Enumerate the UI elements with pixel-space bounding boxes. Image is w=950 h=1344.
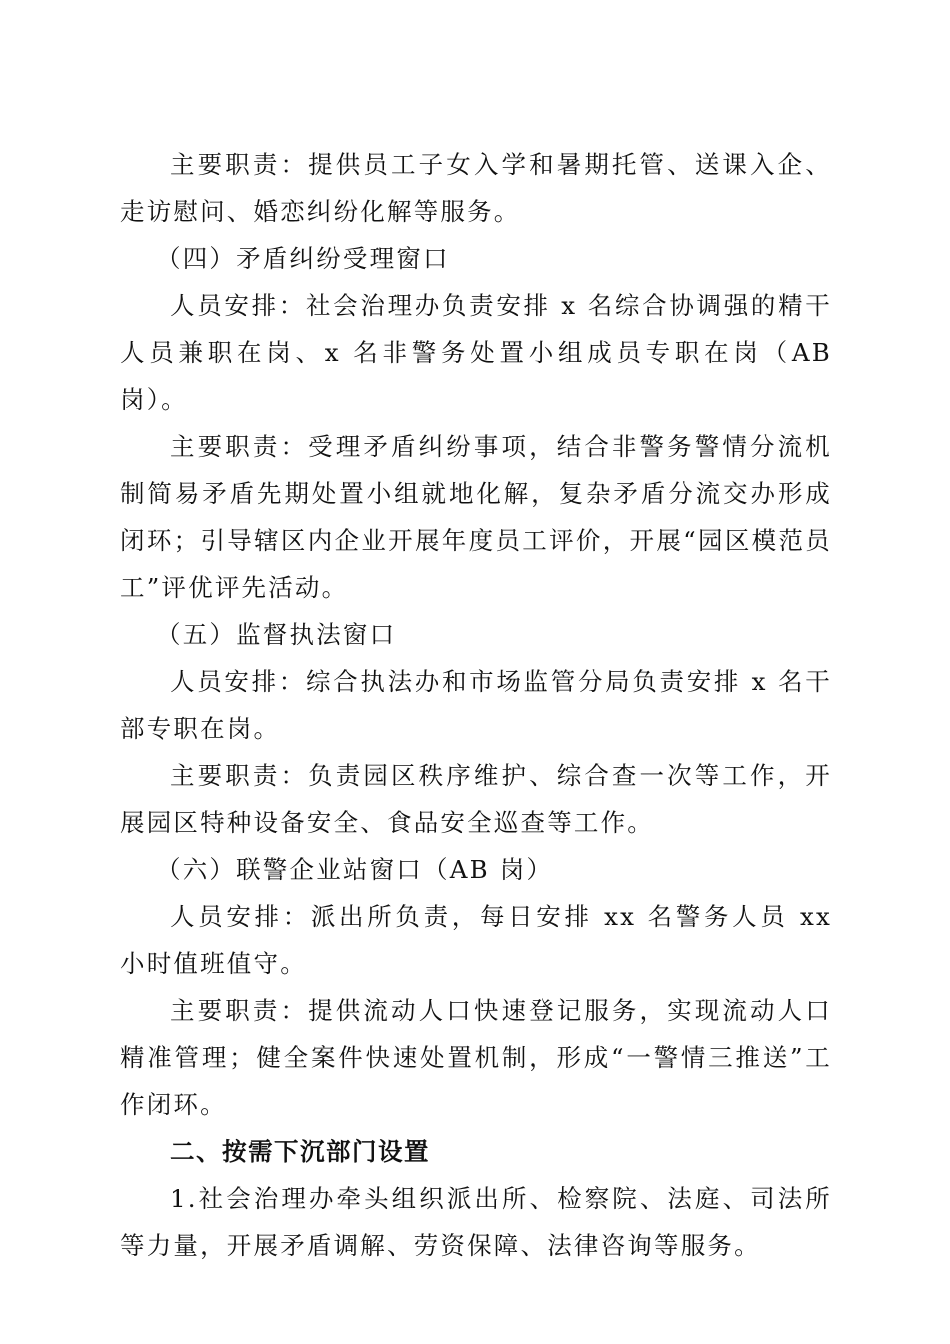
paragraph-item-1: 1.社会治理办牵头组织派出所、检察院、法庭、司法所等力量，开展矛盾调解、劳资保障、法律咨询等服务。 [120,1184,832,1260]
paragraph-duties-family-services: 主要职责：提供员工子女入学和暑期托管、送课入企、走访慰问、婚恋纠纷化解等服务。 [120,150,832,226]
subheading-enforcement-window: （五）监督执法窗口 [156,620,397,649]
paragraph-staffing-enforcement: 人员安排：综合执法办和市场监管分局负责安排 x 名干部专职在岗。 [120,667,832,743]
paragraph-duties-dispute: 主要职责：受理矛盾纠纷事项，结合非警务警情分流机制简易矛盾先期处置小组就地化解，复杂矛盾分流交办形成闭环；引导辖区内企业开展年度员工评价，开展“园区模范员工”评优评先活动。 [120,432,832,602]
paragraph-staffing-police: 人员安排：派出所负责，每日安排 xx 名警务人员 xx 小时值班值守。 [120,902,832,978]
document-body [120,141,832,1269]
section-heading-departments: 二、按需下沉部门设置 [170,1137,430,1166]
paragraph-duties-enforcement: 主要职责：负责园区秩序维护、综合查一次等工作，开展园区特种设备安全、食品安全巡查等工作。 [120,761,832,837]
paragraph-duties-police: 主要职责：提供流动人口快速登记服务，实现流动人口精准管理；健全案件快速处置机制，形成“一警情三推送”工作闭环。 [120,996,832,1119]
subheading-dispute-window: （四）矛盾纠纷受理窗口 [156,244,450,273]
subheading-police-station-window: （六）联警企业站窗口（AB 岗） [156,855,554,884]
paragraph-staffing-dispute: 人员安排：社会治理办负责安排 x 名综合协调强的精干人员兼职在岗、x 名非警务处置小组成员专职在岗（AB 岗）。 [120,291,832,414]
